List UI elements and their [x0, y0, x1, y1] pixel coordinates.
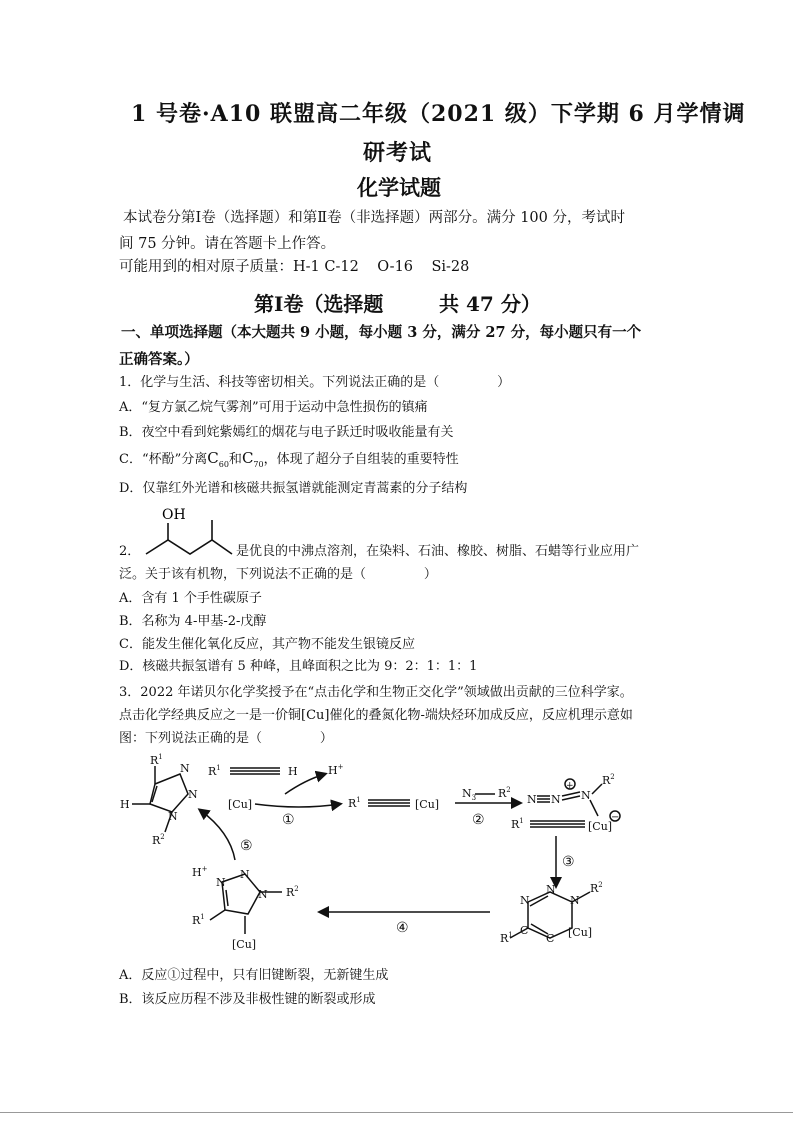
product-n-label: N	[180, 762, 190, 775]
q2-option-a: A．含有 1 个手性碳原子	[119, 591, 262, 606]
intro-line2: 间 75 分钟。请在答题卡上作答。	[119, 236, 336, 252]
metallacycle-n-label: N	[546, 883, 556, 896]
intro-line1: 本试卷分第Ⅰ卷（选择题）和第Ⅱ卷（非选择题）两部分。满分 100 分，考试时	[123, 210, 625, 226]
complex-n-label: N	[581, 789, 591, 802]
acetylide-cu-label: [Cu]	[415, 798, 440, 811]
metallacycle-cu-label: [Cu]	[568, 926, 593, 939]
step-1-label: ①	[282, 812, 295, 828]
product-r2-label: $R^2$	[152, 833, 165, 847]
product-r1-label: $R^1$	[150, 753, 163, 767]
q2-number: 2．	[119, 544, 141, 559]
cu-catalyst-label: [Cu]	[228, 798, 253, 811]
arrow-step-1	[255, 804, 340, 807]
azide-double-bond	[562, 796, 580, 800]
subject-title: 化学试题	[357, 175, 441, 200]
metallacycle-n-label: N	[570, 894, 580, 907]
product-n-label: N	[168, 810, 178, 823]
section1-line2: 正确答案。）	[119, 351, 199, 368]
triazolide-proton-label: H+	[192, 865, 208, 879]
page-bottom-rule	[0, 1112, 793, 1113]
q1-c-and: 和	[228, 452, 242, 467]
q1-option-b: B．夜空中看到姹紫嫣红的烟花与电子跃迁时吸收能量有关	[119, 425, 454, 440]
metallacycle-c-label: C	[520, 924, 529, 937]
metallacycle-n-label: N	[520, 894, 530, 907]
alkyne-h-label: H	[288, 765, 298, 778]
complex-n-label: N	[551, 793, 561, 806]
azide-r2-bond	[592, 784, 602, 794]
step-4-label: ④	[396, 920, 409, 936]
q3-option-b: B．该反应历程不涉及非极性键的断裂或形成	[119, 992, 376, 1007]
q1-stem: 1．化学与生活、科技等密切相关。下列说法正确的是（ ）	[119, 375, 511, 390]
complex-r1-label: $R^1$	[511, 817, 524, 831]
q1-option-c	[119, 449, 459, 474]
complex-r2-label: $R^2$	[602, 773, 615, 787]
q3-line2: 点击化学经典反应之一是一价铜[Cu]催化的叠氮化物-端炔烃环加成反应，反应机理示意如	[119, 708, 633, 723]
q2-line2: 泛。关于该有机物，下列说法不正确的是（ ）	[119, 567, 437, 582]
alkyne-r1-label: $R^1$	[208, 764, 221, 778]
q1-c-suffix: ，体现了超分子自组装的重要特性	[263, 452, 459, 467]
negative-charge-sign: −	[611, 812, 620, 823]
product-n-label: N	[188, 788, 198, 801]
q2-option-b: B．名称为 4-甲基-2-戊醇	[119, 614, 267, 629]
acetylide-r1-label: $R^1$	[348, 796, 361, 810]
q2-stem-tail: 是优良的中沸点溶剂，在染料、石油、橡胶、树脂、石蜡等行业应用广	[236, 544, 640, 559]
copper-triazolide-r1-bond	[210, 910, 225, 920]
triazolide-n-label: N	[240, 868, 250, 881]
azide-reagent-r2-label: $R^2$	[498, 786, 511, 800]
step-2-label: ②	[472, 812, 485, 828]
q1-option-d: D．仅靠红外光谱和核磁共振氢谱就能测定青蒿素的分子结构	[119, 481, 468, 496]
carbon-chain-bonds	[146, 540, 232, 554]
triazolide-n-label: N	[216, 876, 226, 889]
triazolide-r1-label: $R^1$	[192, 913, 205, 927]
metallacycle-r2-label: $R^2$	[590, 881, 603, 895]
azide-cu-coordination	[590, 800, 598, 816]
q1-option-a: A．“复方氯乙烷气雾剂”可用于运动中急性损伤的镇痛	[119, 400, 428, 415]
q3-line3: 图：下列说法正确的是（ ）	[119, 731, 333, 746]
q2-option-c: C．能发生催化氧化反应，其产物不能发生银镜反应	[119, 637, 415, 652]
atomic-mass-values: H-1 C-12 O-16 Si-28	[293, 259, 470, 275]
metallacycle-r1-label: $R^1$	[500, 931, 513, 945]
c70-formula: $C_{70}$	[241, 449, 264, 469]
positive-charge-sign: +	[566, 781, 574, 791]
atomic-mass-label: 可能用到的相对原子质量：	[119, 259, 293, 275]
proton-label: H+	[328, 763, 344, 777]
metallacycle-c-label: C	[546, 932, 555, 945]
exam-title-line1: 1 号卷·A10 联盟高二年级（2021 级）下学期 6 月学情调	[131, 101, 746, 127]
q1-c-prefix: C．“杯酚”分离	[119, 452, 208, 467]
exam-title-line2: 研考试	[363, 140, 433, 166]
c60-formula: $C_{60}$	[207, 449, 229, 469]
q3-option-a: A．反应①过程中，只有旧键断裂，无新键生成	[119, 968, 389, 983]
azide-reagent-n3-label: $N_3$	[462, 787, 477, 802]
triazolide-cu-label: [Cu]	[232, 938, 257, 951]
arrow-step-5	[200, 810, 235, 860]
copper-triazolide-double-bond	[226, 890, 228, 906]
step-3-label: ③	[562, 854, 575, 870]
atomic-mass-line	[119, 257, 469, 277]
oh-label: OH	[162, 507, 186, 523]
complex-cu-label: [Cu]	[588, 820, 613, 833]
step-5-label: ⑤	[240, 838, 253, 854]
part1-heading: 第Ⅰ卷（选择题 共 47 分）	[254, 292, 541, 316]
section1-line1: 一、单项选择题（本大题共 9 小题，每小题 3 分，满分 27 分，每小题只有一个	[121, 324, 642, 341]
complex-n-label: N	[527, 793, 537, 806]
product-h-label: H	[120, 798, 130, 811]
click-reaction-mechanism	[110, 752, 640, 964]
q3-line1: 3．2022 年诺贝尔化学奖授予在“点击化学和生物正交化学”领域做出贡献的三位科学家。	[119, 685, 633, 700]
triazolide-n-label: N	[258, 888, 268, 901]
4-methyl-2-pentanol-structure	[140, 502, 236, 558]
azide-double-bond	[562, 792, 580, 796]
triazolide-r2-label: $R^2$	[286, 885, 299, 899]
q2-option-d: D．核磁共振氢谱有 5 种峰，且峰面积之比为 9：2：1：1：1	[119, 659, 478, 674]
